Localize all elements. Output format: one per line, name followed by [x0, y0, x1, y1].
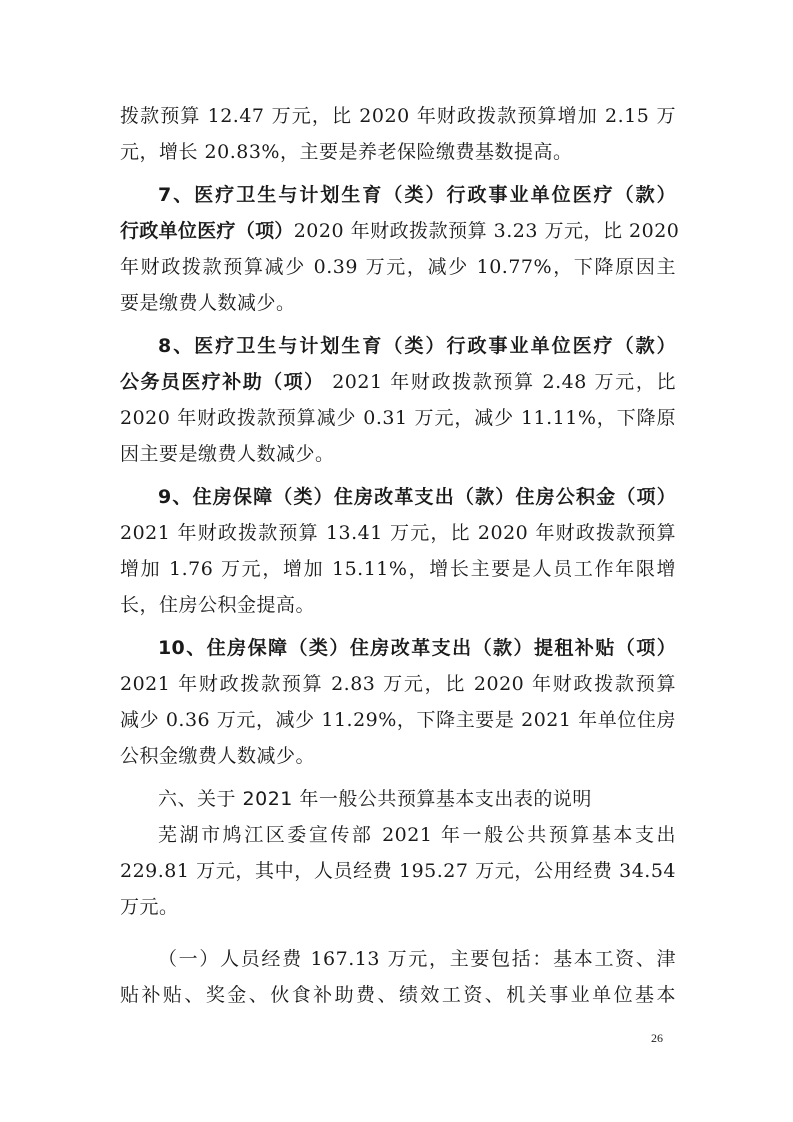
text-line: 减少 0.36 万元，减少 11.29%，下降主要是 2021 年单位住房	[120, 709, 676, 731]
page-number: 26	[651, 1031, 663, 1045]
text-line: 万元。	[120, 896, 179, 918]
item7-line2-text: 2020 年财政拨款预算 3.23 万元，比 2020	[293, 220, 680, 242]
text-line: 贴补贴、奖金、伙食补助费、绩效工资、机关事业单位基本	[120, 984, 676, 1006]
text-line: 公积金缴费人数减少。	[120, 745, 316, 767]
item8-line2	[120, 364, 676, 400]
text-line: 长，住房公积金提高。	[120, 594, 316, 616]
text-line: 229.81 万元，其中，人员经费 195.27 万元，公用经费 34.54	[120, 860, 676, 882]
text-line: 芜湖市鸠江区委宣传部 2021 年一般公共预算基本支出	[158, 824, 676, 846]
text-line: 2021 年财政拨款预算 2.83 万元，比 2020 年财政拨款预算	[120, 673, 676, 695]
item8-line2-text: 2021 年财政拨款预算 2.48 万元，比	[324, 371, 676, 393]
text-line: 增加 1.76 万元，增加 15.11%，增长主要是人员工作年限增	[120, 558, 676, 580]
text-line: 2020 年财政拨款预算减少 0.31 万元，减少 11.11%，下降原	[120, 407, 676, 429]
text-line: 元，增长 20.83%，主要是养老保险缴费基数提高。	[120, 141, 573, 163]
text-line: 要是缴费人数减少。	[120, 292, 296, 314]
item7-line2	[120, 213, 680, 249]
text-line: （一）人员经费 167.13 万元，主要包括：基本工资、津	[158, 948, 676, 970]
item7-heading: 7、医疗卫生与计划生育（类）行政事业单位医疗（款）	[158, 184, 676, 206]
text-line: 2021 年财政拨款预算 13.41 万元，比 2020 年财政拨款预算	[120, 522, 676, 544]
text-line: 拨款预算 12.47 万元，比 2020 年财政拨款预算增加 2.15 万	[120, 105, 676, 127]
item7-heading-cont: 行政单位医疗（项）	[120, 220, 294, 242]
section6-heading: 六、关于 2021 年一般公共预算基本支出表的说明	[158, 788, 592, 810]
item8-heading-cont: 公务员医疗补助（项）	[120, 371, 325, 393]
text-line: 年财政拨款预算减少 0.39 万元，减少 10.77%，下降原因主	[120, 256, 676, 278]
item10-heading: 10、住房保障（类）住房改革支出（款）提租补贴（项）	[158, 637, 676, 659]
text-line: 因主要是缴费人数减少。	[120, 443, 335, 465]
document-body	[120, 98, 680, 1013]
item8-heading: 8、医疗卫生与计划生育（类）行政事业单位医疗（款）	[158, 335, 676, 357]
item9-heading: 9、住房保障（类）住房改革支出（款）住房公积金（项）	[158, 486, 676, 508]
